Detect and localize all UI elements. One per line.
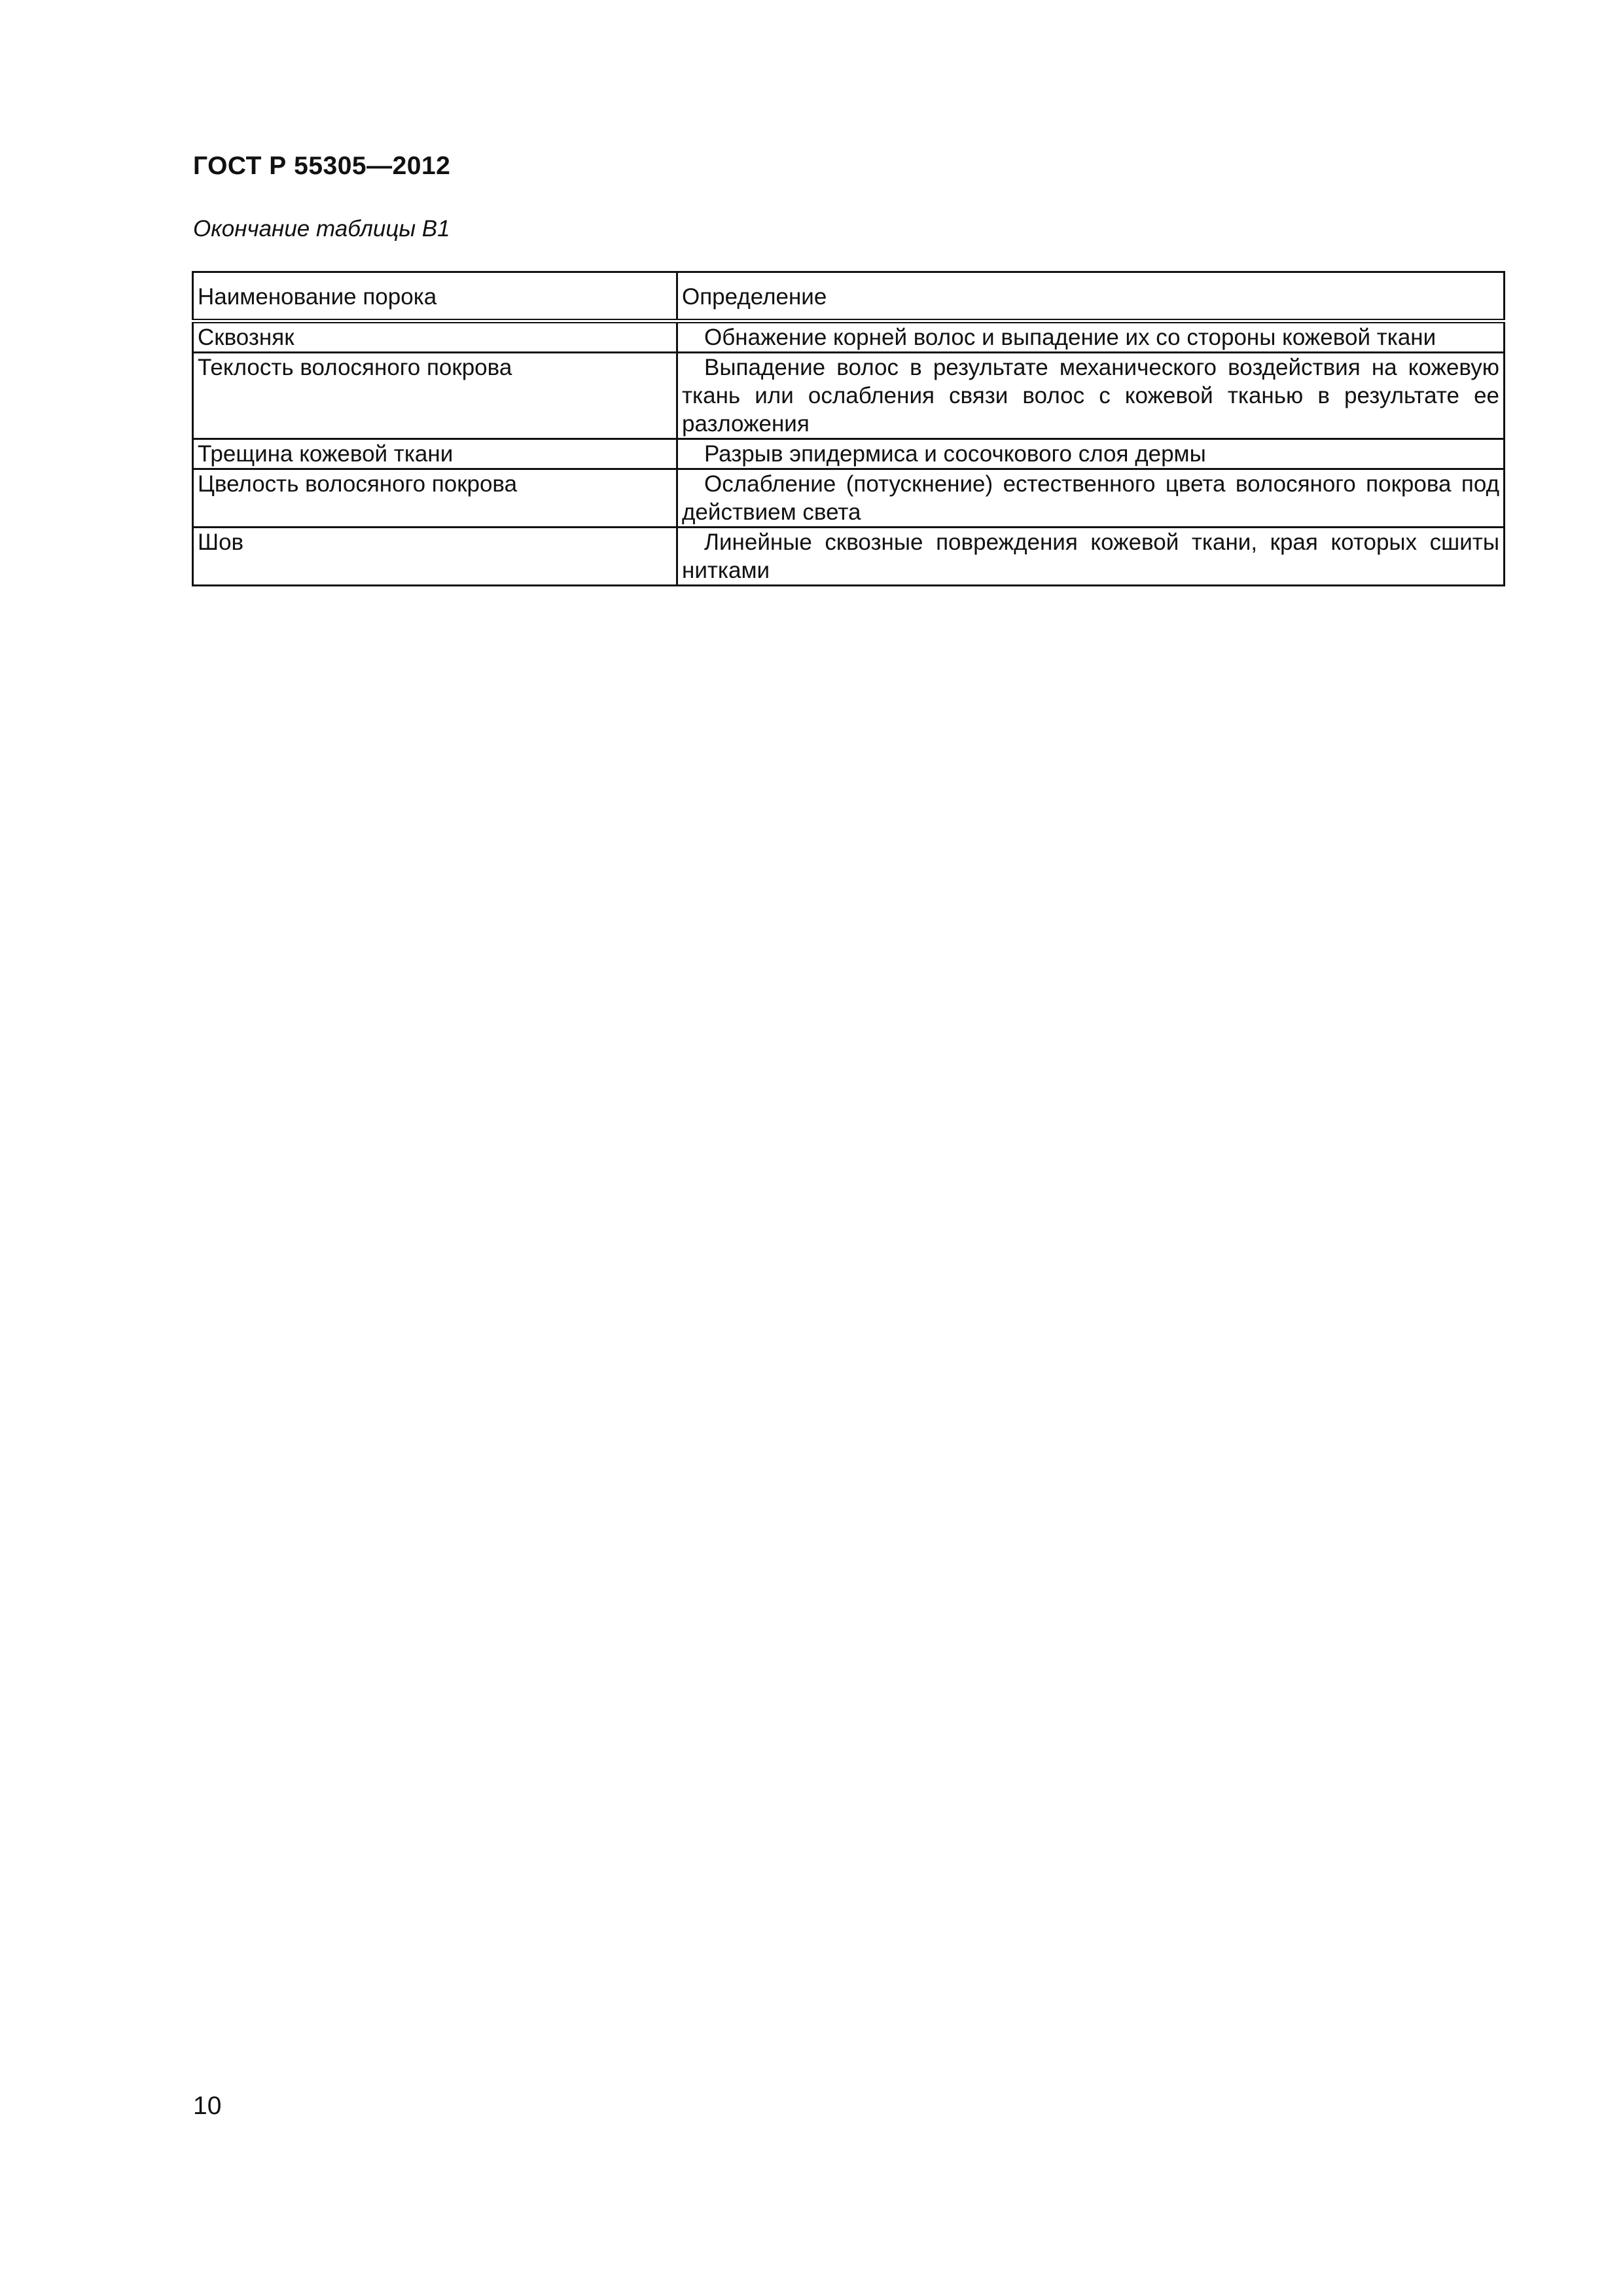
document-header: ГОСТ Р 55305—2012 [193,152,451,180]
definition-cell: Ослабление (потускнение) естественного цвета волосяного покрова под действием света [677,469,1505,528]
table-row [193,469,1505,528]
definition-cell: Разрыв эпидермиса и сосочкового слоя дермы [677,439,1505,469]
defects-table [192,271,1505,586]
table-row [193,321,1505,353]
defect-name-cell: Сквозняк [193,321,677,353]
column-header-definition: Определение [677,272,1505,321]
page-number: 10 [193,2092,222,2120]
defect-name-cell: Шов [193,528,677,586]
table-header-row [193,272,1505,321]
defect-name-cell: Трещина кожевой ткани [193,439,677,469]
defect-name-cell: Цвелость волосяного покрова [193,469,677,528]
definition-cell: Выпадение волос в результате механического воздействия на кожевую ткань или ослабления связи волос с кожевой тканью в результате ее разложения [677,353,1505,439]
table-caption: Окончание таблицы В1 [193,216,450,242]
table-row [193,353,1505,439]
definition-cell: Линейные сквозные повреждения кожевой ткани, края которых сшиты нитками [677,528,1505,586]
column-header-defect-name: Наименование порока [193,272,677,321]
defect-name-cell: Теклость волосяного покрова [193,353,677,439]
table-row [193,528,1505,586]
table-row [193,439,1505,469]
definition-cell: Обнажение корней волос и выпадение их со стороны кожевой ткани [677,321,1505,353]
